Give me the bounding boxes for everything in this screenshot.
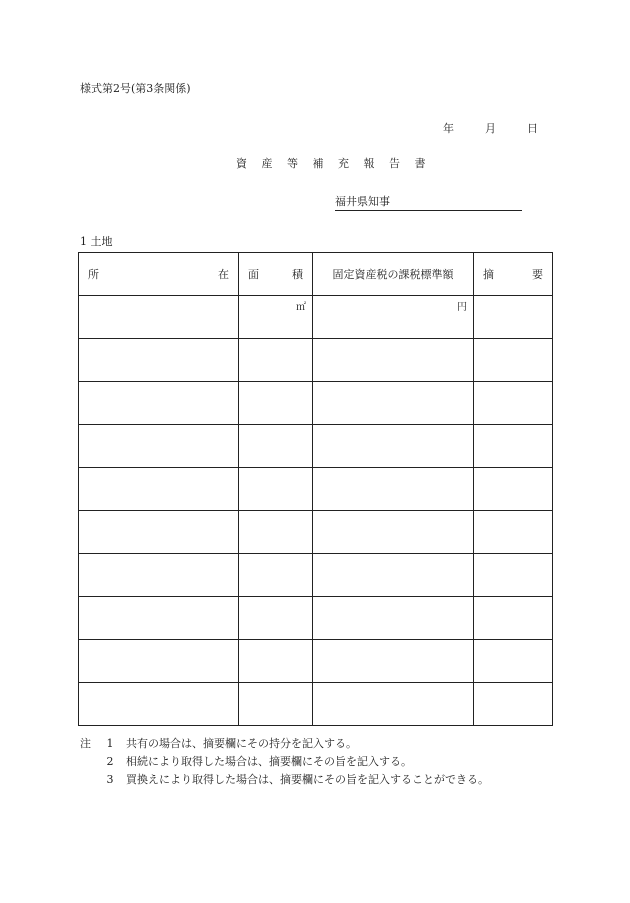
note-text: 相続により取得した場合は、摘要欄にその旨を記入する。	[126, 755, 412, 768]
header-remarks-char-1: 摘	[483, 268, 494, 281]
remarks-cell[interactable]	[474, 640, 553, 683]
area-cell[interactable]	[239, 511, 313, 554]
remarks-cell[interactable]	[474, 425, 553, 468]
table-row	[79, 382, 553, 425]
note-item	[80, 753, 489, 771]
document-title: 資 産 等 補 充 報 告 書	[236, 157, 431, 170]
note-item	[80, 735, 489, 753]
header-location-char-1: 所	[88, 268, 99, 281]
tax-value-cell[interactable]	[313, 640, 474, 683]
area-unit: ㎡	[296, 302, 306, 313]
date-year-label: 年	[443, 122, 454, 135]
area-cell[interactable]	[239, 382, 313, 425]
location-cell[interactable]	[79, 339, 239, 382]
table-row	[79, 296, 553, 339]
tax-value-cell[interactable]	[313, 425, 474, 468]
area-cell[interactable]	[239, 339, 313, 382]
area-cell[interactable]	[239, 296, 313, 339]
table-header-row	[79, 253, 553, 296]
tax-value-cell[interactable]	[313, 296, 474, 339]
tax-value-cell[interactable]	[313, 554, 474, 597]
table-row	[79, 511, 553, 554]
header-remarks-char-2: 要	[532, 268, 543, 281]
area-cell[interactable]	[239, 640, 313, 683]
remarks-cell[interactable]	[474, 382, 553, 425]
header-tax-value-label: 固定資産税の課税標準額	[332, 268, 454, 281]
remarks-cell[interactable]	[474, 554, 553, 597]
tax-value-cell[interactable]	[313, 468, 474, 511]
location-cell[interactable]	[79, 296, 239, 339]
location-cell[interactable]	[79, 468, 239, 511]
table-row	[79, 554, 553, 597]
header-location	[79, 253, 239, 296]
table-row	[79, 468, 553, 511]
tax-value-cell[interactable]	[313, 339, 474, 382]
remarks-cell[interactable]	[474, 468, 553, 511]
recipient-line: 福井県知事	[335, 193, 522, 211]
location-cell[interactable]	[79, 683, 239, 726]
header-area-char-1: 面	[248, 268, 259, 281]
location-cell[interactable]	[79, 382, 239, 425]
notes	[80, 735, 489, 789]
form-number: 様式第2号(第3条関係)	[80, 82, 191, 95]
note-number: 3	[106, 773, 114, 786]
table-row	[79, 640, 553, 683]
table-row	[79, 683, 553, 726]
tax-value-cell[interactable]	[313, 511, 474, 554]
header-area	[239, 253, 313, 296]
header-remarks	[474, 253, 553, 296]
header-tax-value	[313, 253, 474, 296]
table-row	[79, 339, 553, 382]
remarks-cell[interactable]	[474, 339, 553, 382]
remarks-cell[interactable]	[474, 683, 553, 726]
remarks-cell[interactable]	[474, 296, 553, 339]
area-cell[interactable]	[239, 425, 313, 468]
tax-value-cell[interactable]	[313, 382, 474, 425]
location-cell[interactable]	[79, 425, 239, 468]
header-location-char-2: 在	[218, 268, 229, 281]
area-cell[interactable]	[239, 554, 313, 597]
location-cell[interactable]	[79, 640, 239, 683]
location-cell[interactable]	[79, 511, 239, 554]
table-row	[79, 425, 553, 468]
tax-value-cell[interactable]	[313, 683, 474, 726]
location-cell[interactable]	[79, 554, 239, 597]
remarks-cell[interactable]	[474, 511, 553, 554]
notes-lead: 注	[80, 737, 91, 750]
date-day-label: 日	[527, 122, 538, 135]
header-area-char-2: 積	[292, 268, 303, 281]
tax-value-cell[interactable]	[313, 597, 474, 640]
area-cell[interactable]	[239, 683, 313, 726]
location-cell[interactable]	[79, 597, 239, 640]
note-number: 1	[106, 737, 114, 750]
area-cell[interactable]	[239, 597, 313, 640]
remarks-cell[interactable]	[474, 597, 553, 640]
date-line	[443, 120, 538, 136]
table-row	[79, 597, 553, 640]
note-text: 共有の場合は、摘要欄にその持分を記入する。	[126, 737, 357, 750]
date-month-label: 月	[485, 122, 496, 135]
land-table	[78, 252, 553, 726]
note-item	[80, 771, 489, 789]
tax-value-unit: 円	[457, 302, 467, 313]
area-cell[interactable]	[239, 468, 313, 511]
note-text: 買換えにより取得した場合は、摘要欄にその旨を記入することができる。	[126, 773, 489, 786]
note-number: 2	[106, 755, 114, 768]
section-title: 1 土地	[80, 235, 113, 248]
